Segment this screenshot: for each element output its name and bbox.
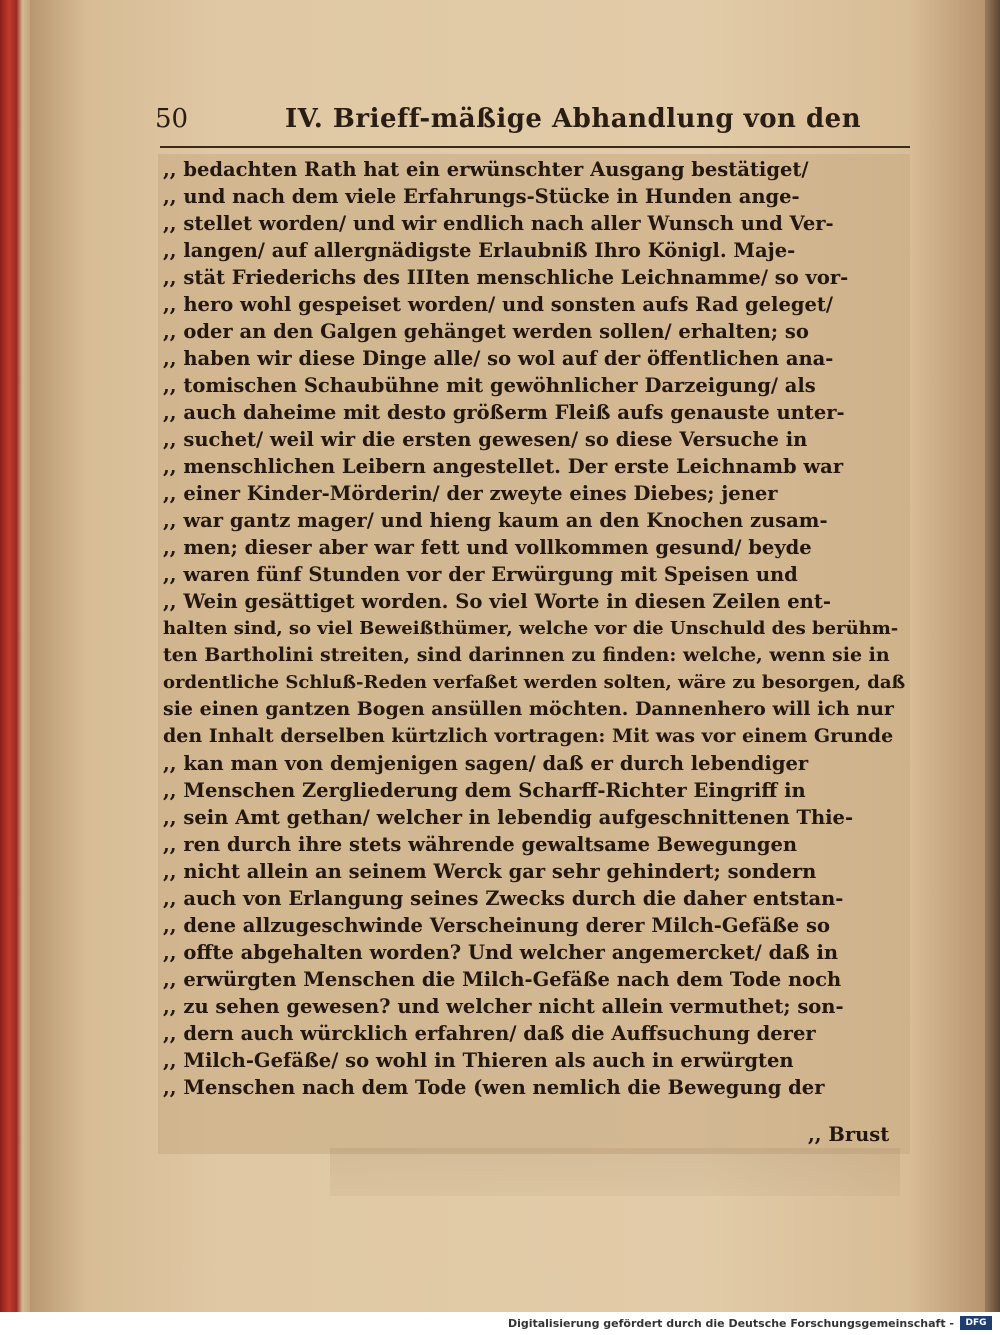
- text-line: ,, tomischen Schaubühne mit gewöhnlicher Darzeigung/ als: [163, 374, 816, 397]
- text-line: ,, erwürgten Menschen die Milch-Gefäße nach dem Tode noch: [163, 968, 842, 991]
- text-line: ordentliche Schluß-Reden verfaßet werden solten, wäre zu besorgen, daß: [163, 672, 906, 693]
- text-line: ,, Menschen Zergliederung dem Scharff-Richter Eingriff in: [163, 779, 806, 802]
- running-title: IV. Brieff-mäßige Abhandlung von den: [285, 104, 862, 134]
- bleed-through-text: [330, 1148, 900, 1196]
- text-line: den Inhalt derselben kürtzlich vortragen: Mit was vor einem Grunde: [163, 725, 894, 747]
- text-line: ,, nicht allein an seinem Werck gar sehr gehindert; sondern: [163, 860, 817, 883]
- text-line: ,, kan man von demjenigen sagen/ daß er durch lebendiger: [163, 752, 809, 775]
- text-line: ,, zu sehen gewesen? und welcher nicht allein vermuthet; son-: [163, 995, 844, 1018]
- text-line: ,, auch von Erlangung seines Zwecks durch die daher entstan-: [163, 887, 844, 910]
- text-line: ,, und nach dem viele Erfahrungs-Stücke in Hunden ange-: [163, 185, 800, 208]
- book-binding-edge: [0, 0, 30, 1312]
- text-line: ,, hero wohl gespeiset worden/ und sonsten aufs Rad geleget/: [163, 293, 834, 316]
- text-line: ,, stät Friederichs des IIIten menschliche Leichnamme/ so vor-: [163, 266, 849, 289]
- text-line: ,, menschlichen Leibern angestellet. Der erste Leichnamb war: [163, 455, 844, 478]
- text-line: ,, bedachten Rath hat ein erwünschter Ausgang bestätiget/: [163, 158, 809, 181]
- dfg-logo-icon: DFG: [960, 1316, 992, 1330]
- text-line: ten Bartholini streiten, sind darinnen zu finden: welche, wenn sie in: [163, 644, 890, 666]
- text-line: ,, offte abgehalten worden? Und welcher angemercket/ daß in: [163, 941, 839, 964]
- text-line: ,, ren durch ihre stets währende gewaltsame Bewegungen: [163, 833, 798, 856]
- text-line: ,, Milch-Gefäße/ so wohl in Thieren als auch in erwürgten: [163, 1049, 794, 1072]
- text-line: ,, einer Kinder-Mörderin/ der zweyte eines Diebes; jener: [163, 482, 778, 505]
- text-line: ,, haben wir diese Dinge alle/ so wol auf der öffentlichen ana-: [163, 347, 834, 370]
- text-line: ,, men; dieser aber war fett und vollkommen gesund/ beyde: [163, 536, 812, 559]
- page-edge-shadow: [985, 0, 1000, 1312]
- text-line: ,, Menschen nach dem Tode (wen nemlich die Bewegung der: [163, 1076, 825, 1099]
- text-line: ,, war gantz mager/ und hieng kaum an den Knochen zusam-: [163, 509, 828, 532]
- text-line: ,, oder an den Galgen gehänget werden sollen/ erhalten; so: [163, 320, 809, 343]
- catchword: ,, Brust: [808, 1123, 890, 1146]
- text-line: ,, waren fünf Stunden vor der Erwürgung mit Speisen und: [163, 563, 798, 586]
- page-number: 50: [155, 104, 189, 134]
- text-line: ,, suchet/ weil wir die ersten gewesen/ so diese Versuche in: [163, 428, 808, 451]
- text-line: ,, auch daheime mit desto größerm Fleiß aufs genauste unter-: [163, 401, 845, 424]
- body-text: [163, 156, 908, 1101]
- text-line: ,, sein Amt gethan/ welcher in lebendig aufgeschnittenen Thie-: [163, 806, 854, 829]
- text-line: ,, langen/ auf allergnädigste Erlaubniß Ihro Königl. Maje-: [163, 239, 796, 262]
- text-line: halten sind, so viel Beweißthümer, welche vor die Unschuld des berühm-: [163, 618, 899, 639]
- digitization-footer: [0, 1312, 1000, 1335]
- text-line: sie einen gantzen Bogen ansüllen möchten. Dannenhero will ich nur: [163, 698, 894, 720]
- page-header: [155, 100, 915, 140]
- footer-credit: Digitalisierung gefördert durch die Deutsche Forschungsgemeinschaft -: [507, 1317, 954, 1330]
- text-line: ,, dern auch würcklich erfahren/ daß die Auffsuchung derer: [163, 1022, 816, 1045]
- header-rule: [160, 146, 910, 148]
- text-line: ,, stellet worden/ und wir endlich nach aller Wunsch und Ver-: [163, 212, 834, 235]
- text-line: ,, dene allzugeschwinde Verscheinung derer Milch-Gefäße so: [163, 914, 830, 937]
- text-line: ,, Wein gesättiget worden. So viel Worte in diesen Zeilen ent-: [163, 590, 831, 613]
